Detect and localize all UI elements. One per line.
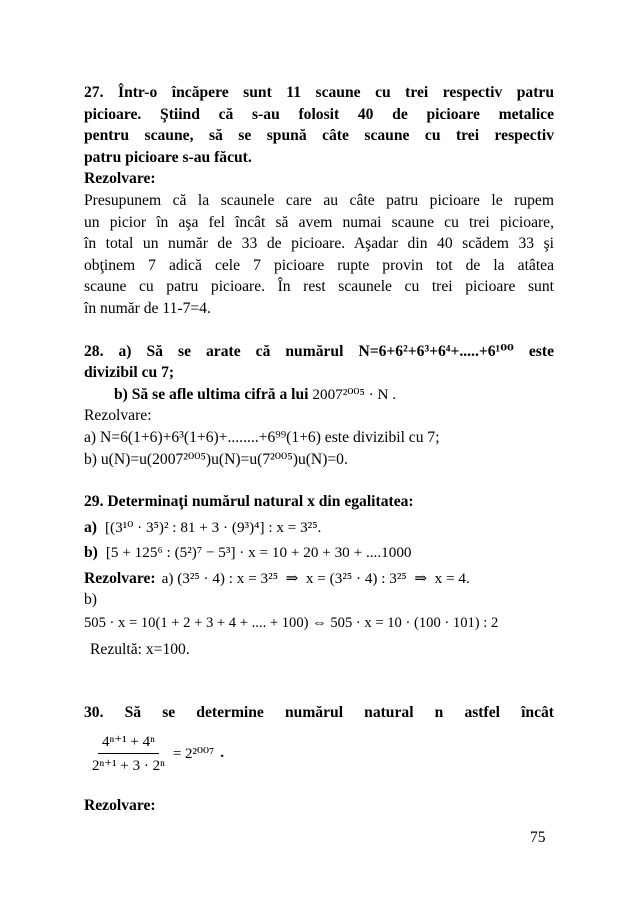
problem-30-fraction	[88, 732, 169, 775]
problem-29-a-label: a)	[84, 518, 97, 536]
problem-27-title-line: 27. Într-o încăpere sunt 11 scaune cu trei respectiv patru	[84, 84, 554, 101]
problem-30-denominator: 2ⁿ⁺¹ + 3 · 2ⁿ	[92, 757, 165, 774]
problem-29-rezolvare-b-label: b)	[84, 591, 97, 609]
problem-28-rezolvare-label: Rezolvare:	[84, 407, 152, 425]
problem-30-title: 30. Să se determine numărul natural n astfel încât	[84, 704, 554, 722]
problem-27-title-line: pentru scaune, să se spună câte scaune cu trei respectiv	[84, 127, 554, 145]
problem-28-title-cont: divizibil cu 7;	[84, 364, 175, 382]
problem-29-a-expr: [(3¹⁰ · 3⁵)² : 81 + 3 · (9³)⁴] : x = 3²⁵.	[105, 518, 322, 536]
problem-29-rezolvare-a: a) (3²⁵ · 4) : x = 3²⁵ ⇒ x = (3²⁵ · 4) : 3²⁵ ⇒ x = 4.	[161, 569, 470, 587]
page-number: 75	[530, 829, 546, 846]
problem-29-rezolvare	[84, 568, 554, 590]
problem-30-rezolvare-label: Rezolvare:	[84, 796, 156, 814]
problem-28-solution-a: a) N=6(1+6)+6³(1+6)+........+6⁹⁹(1+6) este divizibil cu 7;	[84, 428, 440, 446]
problem-30-numerator: 4ⁿ⁺¹ + 4ⁿ	[98, 732, 159, 754]
page-content	[84, 82, 554, 816]
problem-28-title: 28. a) Să se arate că numărul N=6+6²+6³+6⁴+.....+6¹⁰⁰ este	[84, 342, 554, 360]
problem-27-solution-line: un picior în aşa fel încât să avem numai scaune cu trei picioare,	[84, 213, 554, 231]
problem-27-title-line: picioare. Ştiind că s-au folosit 40 de picioare metalice	[84, 105, 554, 123]
problem-29-a	[84, 517, 554, 539]
problem-29-title: 29. Determinaţi numărul natural x din egalitatea:	[84, 493, 414, 511]
problem-30-rhs: = 2²⁰⁰⁷	[172, 745, 215, 762]
problem-29-result: Rezultă: x=100.	[90, 640, 190, 658]
problem-27-solution-line: Presupunem că la scaunele care au câte patru picioare le rupem	[84, 191, 554, 209]
problem-27-rezolvare-label: Rezolvare:	[84, 170, 156, 188]
problem-27-solution-line: în număr de 11-7=4.	[84, 299, 211, 317]
problem-29-rezolvare-label: Rezolvare:	[84, 569, 156, 587]
problem-27-title-line: patru picioare s-au făcut.	[84, 148, 252, 166]
problem-28-solution-b: b) u(N)=u(2007²⁰⁰⁵)u(N)=u(7²⁰⁰⁵)u(N)=0.	[84, 450, 348, 468]
problem-28-part-b-math: 2007²⁰⁰⁵ · N .	[312, 385, 397, 403]
problem-29-b-expr: [5 + 125⁶ : (5²)⁷ − 5³] · x = 10 + 20 + 30 + ....1000	[105, 544, 412, 562]
problem-27-solution-line: scaune cu patru picioare. În rest scaunele cu trei picioare sunt	[84, 278, 554, 296]
problem-27-solution-line: obţinem 7 adică cele 7 picioare rupte provin tot de la atâtea	[84, 256, 554, 274]
problem-29-b-label: b)	[84, 544, 98, 562]
problem-29-b	[84, 542, 554, 564]
problem-30-end-dot: .	[220, 744, 225, 761]
problem-30-equation	[84, 732, 554, 775]
problem-27-solution-line: în total un număr de 33 de picioare. Aşadar din 40 scădem 33 şi	[84, 235, 554, 253]
problem-28-part-b-text: b) Să se afle ultima cifră a lui	[114, 385, 309, 403]
problem-29-rezolvare-b-expr: 505 · x = 10(1 + 2 + 3 + 4 + .... + 100) ⇔ 505 · x = 10 · (100 · 101) : 2	[84, 615, 499, 632]
problem-28-part-b	[84, 384, 554, 406]
